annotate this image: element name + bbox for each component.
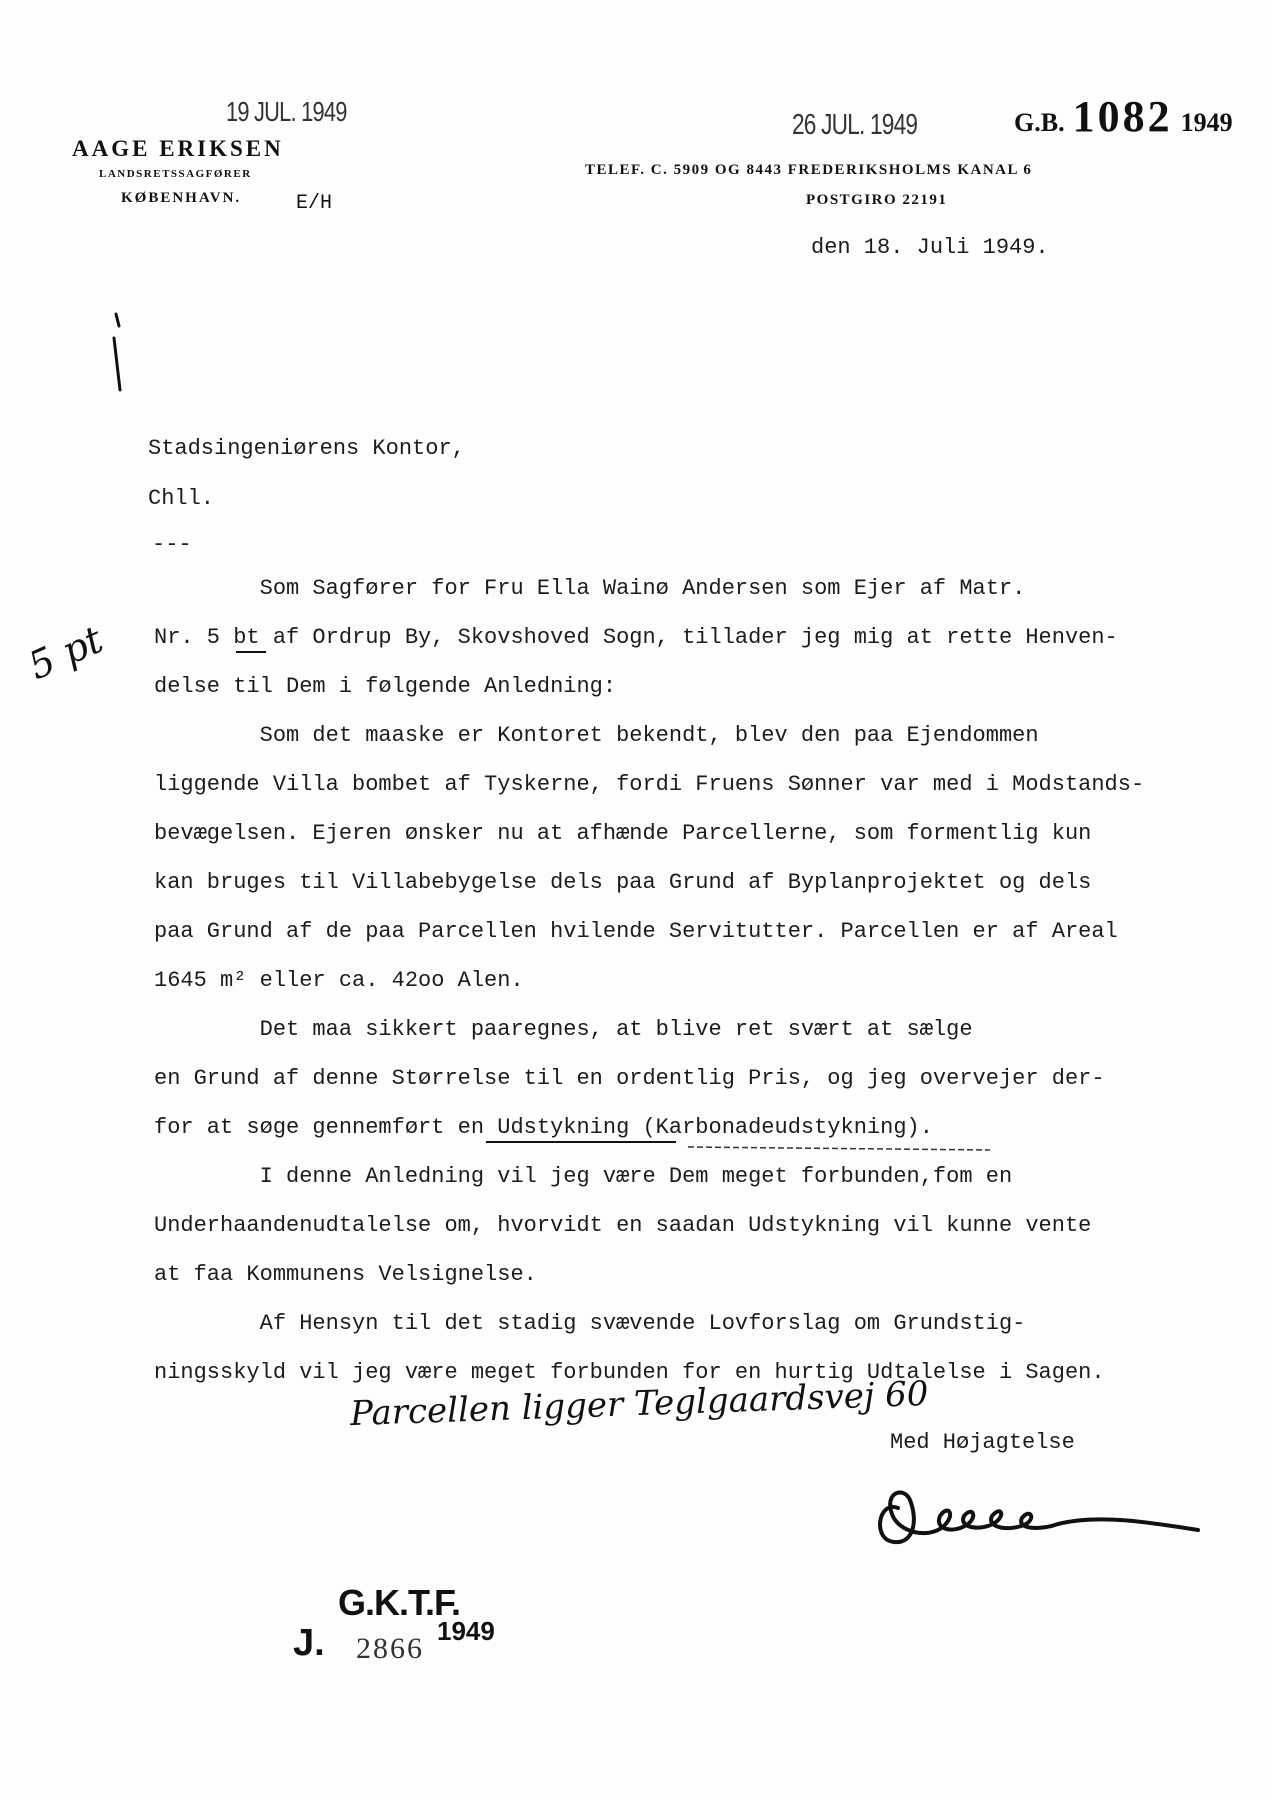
- body-line: Af Hensyn til det stadig svævende Lovforslag om Grundstig-: [154, 1311, 1026, 1336]
- body-line: I denne Anledning vil jeg være Dem meget forbunden,fom en: [154, 1164, 1013, 1189]
- separator: ---: [152, 532, 192, 557]
- gktf-stamp-office: G.K.T.F.: [338, 1582, 461, 1623]
- journal-letter: J.: [293, 1622, 325, 1664]
- handwritten-annotation: Parcellen ligger Teglgaardsvej 60: [349, 1373, 930, 1435]
- letterhead-title: LANDSRETSSAGFØRER: [99, 168, 252, 180]
- body-line: liggende Villa bombet af Tyskerne, fordi Fruens Sønner var med i Modstands-: [154, 772, 1145, 797]
- body-line: Underhaandenudtalelse om, hvorvidt en saadan Udstykning vil kunne vente: [154, 1213, 1092, 1238]
- recipient-line-2: Chll.: [148, 486, 215, 511]
- body-line: en Grund af denne Størrelse til en ordentlig Pris, og jeg overvejer der-: [154, 1066, 1105, 1091]
- body-line: Som det maaske er Kontoret bekendt, blev den paa Ejendommen: [154, 723, 1039, 748]
- received-date-stamp-2: 26 JUL. 1949: [792, 109, 918, 141]
- gb-prefix: G.B.: [1014, 108, 1065, 137]
- body-line: Det maa sikkert paaregnes, at blive ret svært at sælge: [154, 1017, 973, 1042]
- body-line: bevægelsen. Ejeren ønsker nu at afhænde Parcellerne, som formentlig kun: [154, 821, 1092, 846]
- signature: [858, 1470, 1208, 1560]
- recipient-line-1: Stadsingeniørens Kontor,: [148, 436, 465, 461]
- body-line: 1645 m² eller ca. 42oo Alen.: [154, 968, 524, 993]
- letterhead-reference: E/H: [296, 192, 333, 215]
- body-line: Som Sagfører for Fru Ella Wainø Andersen som Ejer af Matr.: [154, 576, 1026, 601]
- journal-year: 1949: [437, 1616, 495, 1646]
- body-line: at faa Kommunens Velsignelse.: [154, 1262, 537, 1287]
- body-line: for at søge gennemført en Udstykning (Karbonadeudstykning).: [154, 1115, 933, 1140]
- body-line: ningsskyld vil jeg være meget forbunden for en hurtig Udtalelse i Sagen.: [154, 1360, 1105, 1385]
- body-line: paa Grund af de paa Parcellen hvilende Servitutter. Parcellen er af Areal: [154, 919, 1118, 944]
- letterhead-postgiro: POSTGIRO 22191: [806, 192, 948, 208]
- letterhead-city: KØBENHAVN.: [121, 190, 242, 206]
- body-line: Nr. 5 bt af Ordrup By, Skovshoved Sogn, tillader jeg mig at rette Henven-: [154, 625, 1118, 650]
- gb-year: 1949: [1180, 108, 1233, 137]
- gb-number: 1082: [1072, 92, 1173, 141]
- body-line: delse til Dem i følgende Anledning:: [154, 674, 617, 699]
- letterhead-name: AAGE ERIKSEN: [72, 136, 284, 161]
- journal-number: 2866: [356, 1632, 424, 1665]
- closing-salutation: Med Højagtelse: [890, 1430, 1075, 1455]
- body-line: kan bruges til Villabebygelse dels paa Grund af Byplanprojektet og dels: [154, 870, 1092, 895]
- margin-handwritten-note: 5 pt: [22, 617, 110, 689]
- letterhead-phone-address: TELEF. C. 5909 OG 8443 FREDERIKSHOLMS KANAL 6: [585, 162, 1033, 178]
- received-date-stamp: 19 JUL. 1949: [226, 96, 347, 127]
- letter-date: den 18. Juli 1949.: [811, 235, 1049, 260]
